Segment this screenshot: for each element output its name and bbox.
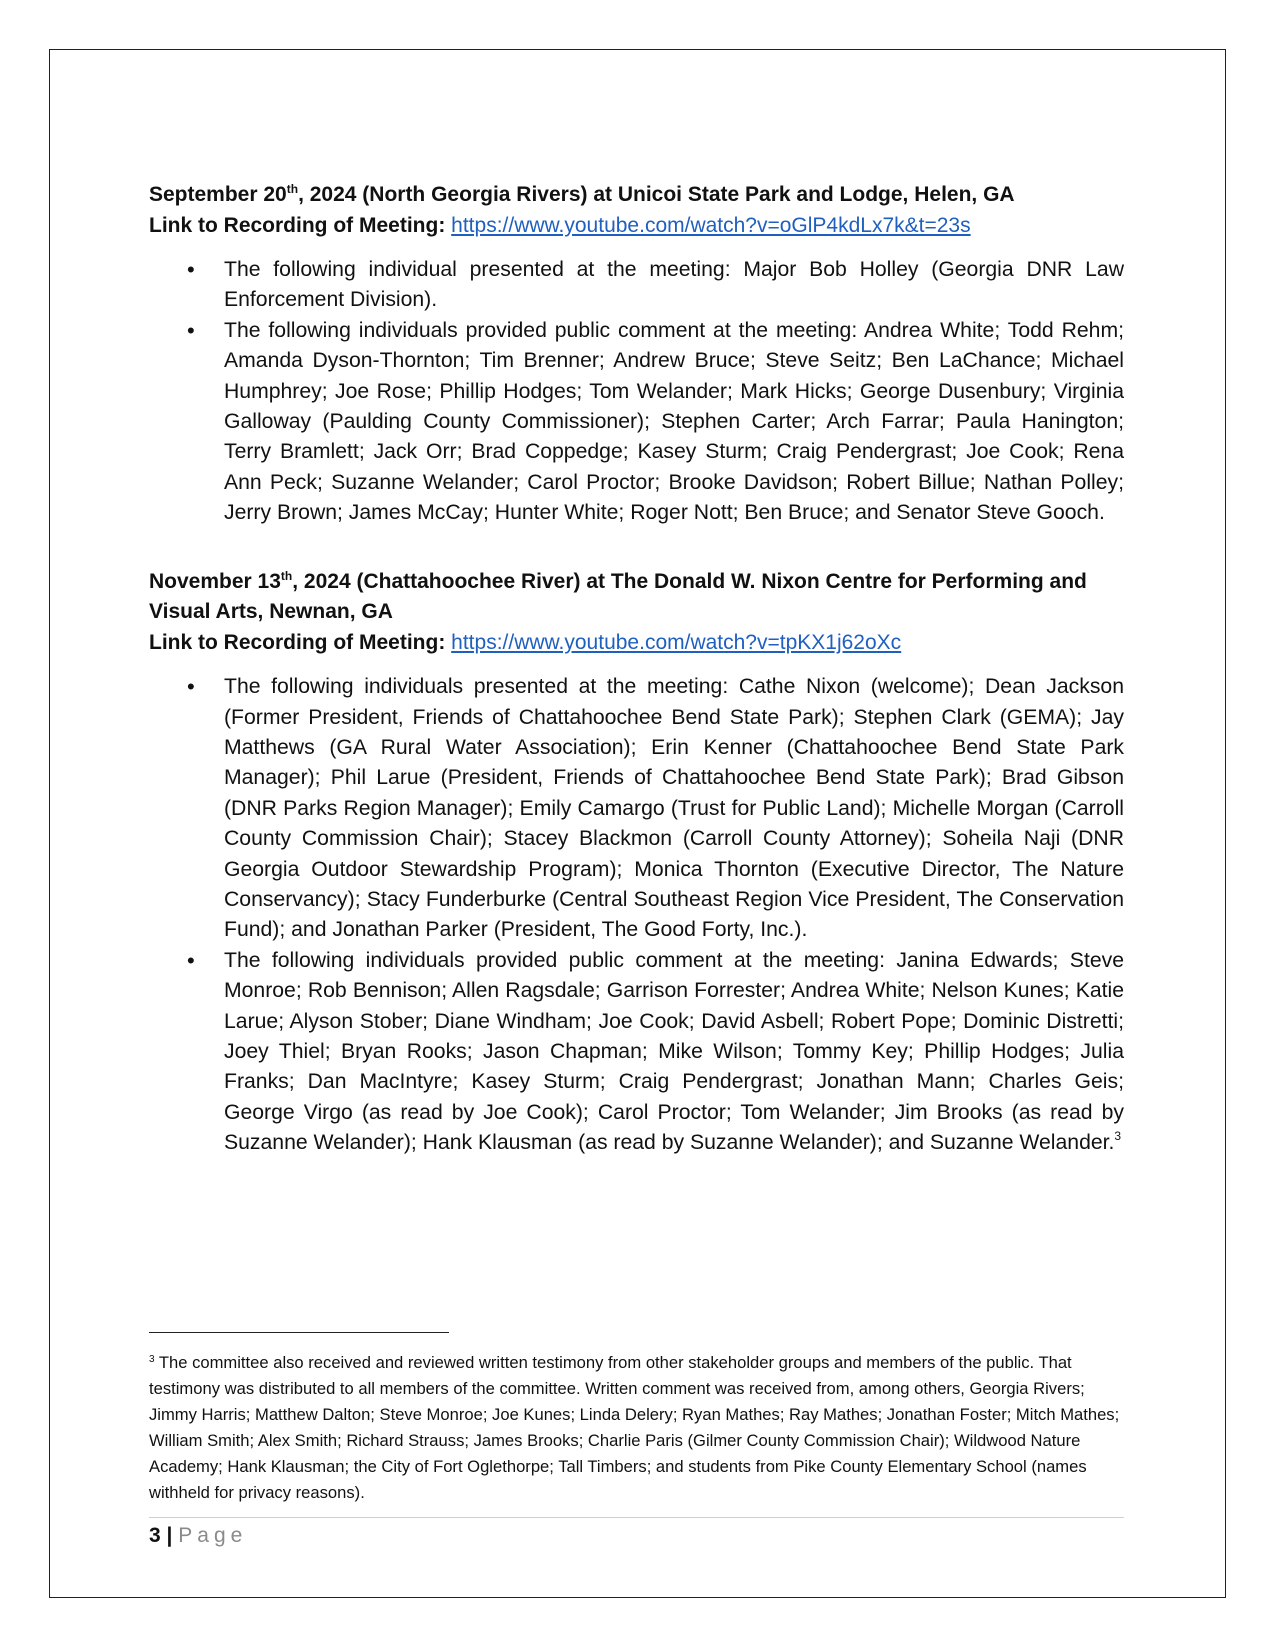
heading-date: November 13 bbox=[149, 569, 281, 593]
page-label: Page bbox=[178, 1524, 248, 1547]
footer-divider bbox=[149, 1517, 1124, 1518]
footnote-separator bbox=[149, 1332, 449, 1333]
ordinal-suffix: th bbox=[286, 182, 299, 196]
meeting-heading bbox=[149, 567, 1124, 628]
page-content bbox=[149, 180, 1124, 1159]
heading-text: , 2024 (North Georgia Rivers) at Unicoi State Park and Lodge, Helen, GA bbox=[298, 183, 1015, 206]
list-item bbox=[149, 946, 1124, 1159]
ordinal-suffix: th bbox=[280, 568, 293, 583]
recording-link-line bbox=[149, 628, 1124, 659]
recording-link-label: Link to Recording of Meeting: bbox=[149, 213, 446, 237]
list-item: • The following individual presented at the meeting: Major Bob Holley (Georgia DNR Law Enforcement Division). bbox=[149, 255, 1124, 316]
recording-link-label: Link to Recording of Meeting: bbox=[149, 630, 446, 654]
page-footer bbox=[149, 1522, 247, 1550]
footnote bbox=[149, 1350, 1124, 1506]
meeting-heading bbox=[149, 180, 1124, 211]
meeting-section-november bbox=[149, 567, 1124, 1159]
heading-text: , 2024 (Chattahoochee River) at The Donald W. Nixon Centre for Performing and Visual Arts, Newnan, GA bbox=[149, 569, 1087, 624]
page-number: 3 bbox=[149, 1524, 161, 1547]
meeting-section-september bbox=[149, 180, 1124, 529]
list-item: • The following individuals presented at the meeting: Cathe Nixon (welcome); Dean Jackson (Former President, Friends of Chattahoochee Bend State Park); Stephen Clark (GEMA); Jay Matthews (GA Rural Water Association); Erin Kenner (Chattahoochee Bend State Park Manager); Phil Larue (President, Friends of Chattahoochee Bend State Park); Brad Gibson (DNR Parks Region Manager); Emily Camargo (Trust for Public Land); Michelle Morgan (Carroll County Commission Chair); Stacey Blackmon (Carroll County Attorney); Soheila Naji (DNR Georgia Outdoor Stewardship Program); Monica Thornton (Executive Director, The Nature Conservancy); Stacy Funderburke (Central Southeast Region Vice President, The Conservation Fund); and Jonathan Parker (President, The Good Forty, Inc.). bbox=[149, 672, 1124, 946]
footer-separator: | bbox=[166, 1524, 173, 1547]
bullet-list bbox=[149, 255, 1124, 529]
list-item-text: The following individuals provided public comment at the meeting: Janina Edwards; Steve Monroe; Rob Bennison; Allen Ragsdale; Garrison Forrester; Andrea White; Nelson Kunes; Katie Larue; Alyson Stober; Diane Windham; Joe Cook; David Asbell; Robert Pope; Dominic Distretti; Joey Thiel; Bryan Rooks; Jason Chapman; Mike Wilson; Tommy Key; Phillip Hodges; Julia Franks; Dan MacIntyre; Kasey Sturm; Craig Pendergrast; Jonathan Mann; Charles Geis; George Virgo (as read by Joe Cook); Carol Proctor; Tom Welander; Jim Brooks (as read by Suzanne Welander); Hank Klausman (as read by Suzanne Welander); and Suzanne Welander. bbox=[224, 948, 1124, 1155]
footnote-marker: 3 bbox=[149, 1354, 155, 1365]
recording-link[interactable]: https://www.youtube.com/watch?v=oGlP4kdLx7k&t=23s bbox=[451, 213, 971, 237]
heading-date: September 20 bbox=[149, 183, 287, 206]
bullet-list bbox=[149, 672, 1124, 1159]
recording-link[interactable]: https://www.youtube.com/watch?v=tpKX1j62oXc bbox=[451, 630, 902, 654]
list-item: • The following individuals provided public comment at the meeting: Andrea White; Todd Rehm; Amanda Dyson-Thornton; Tim Brenner; Andrew Bruce; Steve Seitz; Ben LaChance; Michael Humphrey; Joe Rose; Phillip Hodges; Tom Welander; Mark Hicks; George Dusenbury; Virginia Galloway (Paulding County Commissioner); Stephen Carter; Arch Farrar; Paula Hanington; Terry Bramlett; Jack Orr; Brad Coppedge; Kasey Sturm; Craig Pendergrast; Joe Cook; Rena Ann Peck; Suzanne Welander; Carol Proctor; Brooke Davidson; Robert Billue; Nathan Polley; Jerry Brown; James McCay; Hunter White; Roger Nott; Ben Bruce; and Senator Steve Gooch. bbox=[149, 316, 1124, 529]
footnote-reference[interactable]: 3 bbox=[1114, 1129, 1122, 1144]
footnote-text: The committee also received and reviewed written testimony from other stakeholder groups and members of the public. That testimony was distributed to all members of the committee. Written comment was received from, among others, Georgia Rivers; Jimmy Harris; Matthew Dalton; Steve Monroe; Joe Kunes; Linda Delery; Ryan Mathes; Ray Mathes; Jonathan Foster; Mitch Mathes; William Smith; Alex Smith; Richard Strauss; James Brooks; Charlie Paris (Gilmer County Commission Chair); Wildwood Nature Academy; Hank Klausman; the City of Fort Oglethorpe; Tall Timbers; and students from Pike County Elementary School (names withheld for privacy reasons). bbox=[149, 1353, 1120, 1502]
recording-link-line bbox=[149, 211, 1124, 242]
